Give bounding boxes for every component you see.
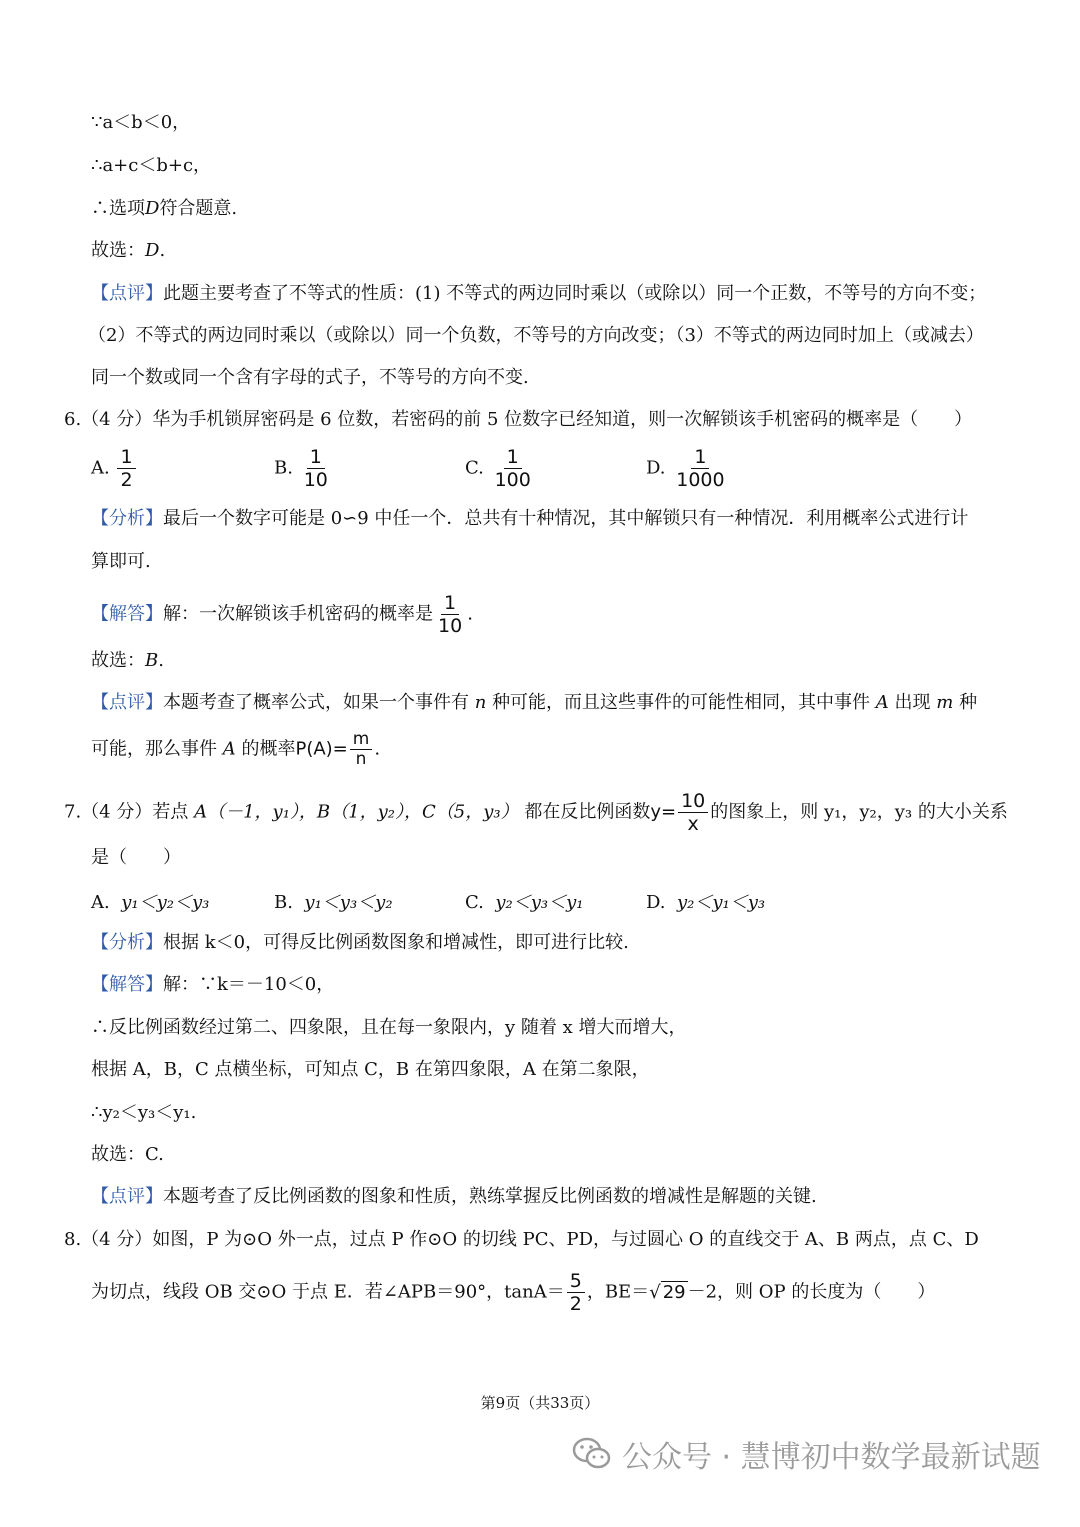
denominator: 2 (120, 469, 133, 491)
analysis-tag: 【分析】 (91, 508, 163, 529)
text-span: 都在反比例函数 (524, 801, 651, 823)
question-6-stem: 6.（4 分）华为手机锁屏密码是 6 位数，若密码的前 5 位数字已经知道，则一次解锁该手机密码的概率是（ ） (64, 409, 973, 430)
text-line: （2）不等式的两边同时乘以（或除以）同一个负数，不等号的方向改变；（3）不等式的两边同时加上（或减去） (88, 325, 984, 346)
answer-line (91, 592, 473, 637)
option-a (91, 446, 138, 491)
question-7-stem (64, 790, 1008, 835)
text-span: 7.（4 分）若点 (64, 801, 189, 823)
option-d (646, 446, 730, 491)
text-span: ∴选项 (91, 198, 145, 219)
text-line: 故选：C. (91, 1144, 164, 1165)
text-line: ∵a＜b＜0， (91, 112, 191, 133)
text-span: . (467, 603, 473, 625)
option-b (274, 446, 333, 491)
text-span: 最后一个数字可能是 0∽9 中任一个．总共有十种情况，其中解锁只有一种情况．利用概率公式进行计 (163, 508, 969, 529)
analysis-tag: 【分析】 (91, 932, 163, 953)
text-span: 的概率 (241, 738, 296, 760)
option-text: y₁＜y₂＜y₃ (121, 892, 210, 913)
fraction (117, 446, 135, 491)
text-span: 此题主要考查了不等式的性质：(1) 不等式的两边同时乘以（或除以）同一个正数，不等号的方向不变； (163, 283, 987, 304)
option-text: y₂＜y₃＜y₁ (495, 892, 584, 913)
text-span: . (158, 650, 164, 671)
review-tag: 【点评】 (91, 283, 163, 304)
text-span: 解：∵k＝－10＜0， (163, 974, 335, 995)
text-span: 可能，那么事件 (91, 738, 217, 760)
text-span: 解：一次解锁该手机密码的概率是 (163, 603, 433, 625)
review-line (91, 280, 986, 308)
text-span: m (936, 692, 954, 713)
watermark (572, 1432, 1041, 1476)
denominator: 100 (494, 469, 531, 491)
option-text: y₁＜y₃＜y₂ (304, 892, 393, 913)
text-span: P(A)= (295, 738, 348, 760)
text-span: 故选： (91, 650, 145, 671)
numerator: m (350, 730, 373, 750)
option-c (465, 446, 536, 491)
text-span: －2，则 OP 的长度为（ ） (687, 1281, 936, 1303)
option-c (465, 889, 583, 917)
fraction (673, 446, 727, 491)
page-footer: 第9页（共33页） (480, 1394, 600, 1412)
numerator: 1 (307, 446, 325, 469)
text-span: 种 (959, 692, 978, 713)
denominator: n (355, 749, 367, 769)
text-line (91, 730, 380, 769)
text-span: 本题考查了反比例函数的图象和性质，熟练掌握反比例函数的增减性是解题的关键. (163, 1186, 817, 1207)
denominator: 2 (569, 1293, 582, 1315)
text-line: ∴a+c＜b+c， (91, 155, 212, 176)
denominator: x (687, 813, 699, 835)
numerator: 10 (678, 790, 708, 813)
fraction (567, 1270, 585, 1315)
question-8-stem: 8.（4 分）如图，P 为⊙O 外一点，过点 P 作⊙O 的切线 PC、PD，与过圆心 O 的直线交于 A、B 两点，点 C、D (64, 1229, 979, 1250)
text-span: 符合题意. (159, 198, 238, 219)
text-span: 为切点，线段 OB 交⊙O 于点 E．若∠APB＝90°，tanA＝ (91, 1281, 565, 1303)
text-span: A（－1，y₁），B（1，y₂），C（5，y₃） (194, 801, 519, 823)
fraction (350, 730, 373, 769)
option-text: y₂＜y₁＜y₃ (676, 892, 766, 913)
numerator: 1 (117, 446, 135, 469)
fraction (678, 790, 708, 835)
text-line: ∴反比例函数经过第二、四象限，且在每一象限内，y 随着 x 增大而增大， (91, 1017, 687, 1038)
text-line (91, 647, 164, 675)
text-line: 算即可. (91, 551, 151, 572)
option-label: C. (465, 892, 484, 913)
text-line: 同一个数或同一个含有字母的式子，不等号的方向不变. (91, 367, 529, 388)
option-label: A. (91, 457, 110, 479)
option-label: D. (646, 457, 666, 479)
option-label: B. (274, 892, 293, 913)
fraction (492, 446, 534, 491)
numerator: 1 (691, 446, 709, 469)
text-span: 本题考查了概率公式，如果一个事件有 (163, 692, 469, 713)
option-label: B. (274, 457, 293, 479)
option-label: D. (646, 892, 666, 913)
review-line (91, 689, 977, 717)
answer-line (91, 971, 334, 999)
text-span: 出现 (894, 692, 931, 713)
text-span: D (145, 198, 160, 219)
text-span: A (875, 692, 889, 713)
review-tag: 【点评】 (91, 692, 163, 713)
text-line: 是（ ） (91, 847, 181, 868)
text-span: 根据 k＜0，可得反比例函数图象和增减性，即可进行比较. (163, 932, 629, 953)
denominator: 10 (303, 469, 328, 491)
text-span: . (374, 738, 381, 760)
text-span: A (222, 738, 236, 760)
text-span: 的图象上，则 y₁，y₂，y₃ 的大小关系 (710, 801, 1008, 823)
denominator: 1000 (676, 469, 725, 491)
numerator: 5 (567, 1270, 585, 1293)
text-span: y= (650, 801, 677, 823)
review-tag: 【点评】 (91, 1186, 163, 1207)
text-span: . (159, 240, 166, 261)
fraction (435, 592, 465, 637)
fraction (301, 446, 331, 491)
text-span: n (474, 692, 487, 713)
radicand: 29 (662, 1281, 686, 1303)
option-label: A. (91, 892, 110, 913)
option-b (274, 889, 393, 917)
analysis-line (91, 929, 629, 957)
numerator: 1 (441, 592, 459, 615)
option-d (646, 889, 765, 917)
wechat-icon (572, 1437, 612, 1471)
text-line (91, 195, 237, 223)
denominator: 10 (438, 615, 463, 637)
text-span: 故选： (91, 240, 145, 261)
numerator: 1 (504, 446, 522, 469)
option-label: C. (465, 457, 484, 479)
text-span: ，BE＝ (586, 1281, 650, 1303)
text-line (91, 237, 165, 265)
text-span: B (145, 650, 159, 671)
review-line (91, 1183, 817, 1211)
text-span: 种可能，而且这些事件的可能性相同，其中事件 (492, 692, 871, 713)
text-line: 根据 A，B，C 点横坐标，可知点 C，B 在第四象限，A 在第二象限， (91, 1059, 650, 1080)
option-a (91, 889, 209, 917)
answer-tag: 【解答】 (91, 974, 163, 995)
text-span: D (145, 240, 160, 261)
text-line: ∴y₂＜y₃＜y₁. (91, 1102, 197, 1123)
watermark-text: 公众号 · 慧博初中数学最新试题 (622, 1440, 1041, 1475)
analysis-line (91, 505, 968, 533)
square-root: √ 29 (649, 1281, 686, 1303)
answer-tag: 【解答】 (91, 603, 163, 625)
text-line (91, 1270, 935, 1315)
